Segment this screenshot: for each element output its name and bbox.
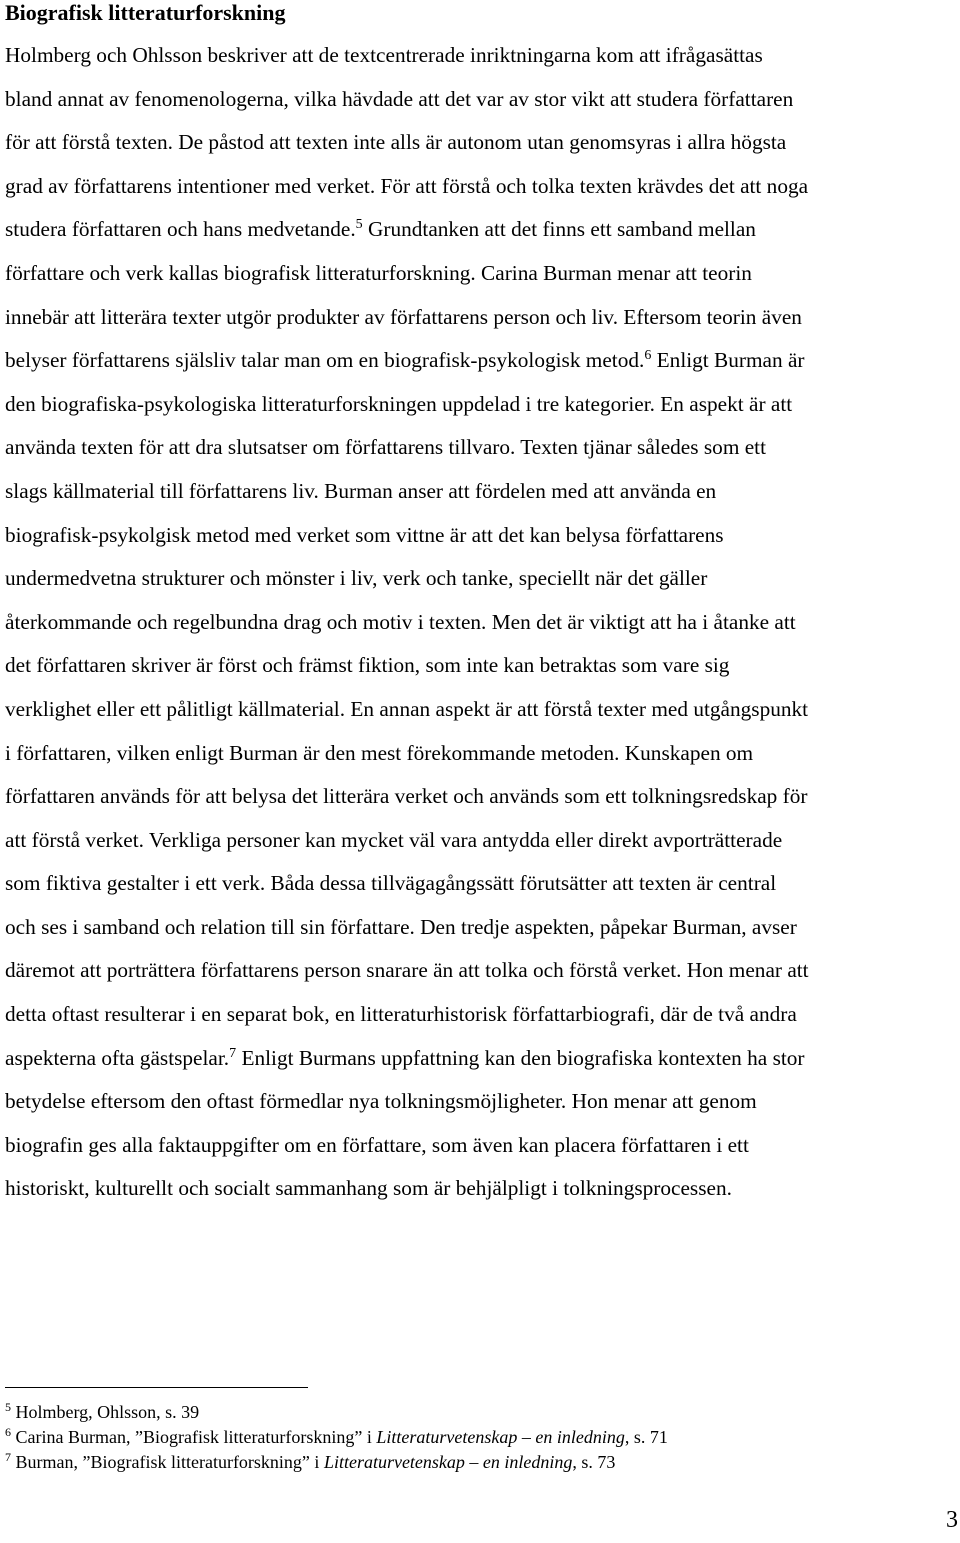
- text-run: det författaren skriver är först och främst fiktion, som inte kan betraktas som vare sig: [5, 653, 730, 678]
- footnote-reference: 6: [5, 1425, 11, 1439]
- text-run: den biografiska-psykologiska litteraturforskningen uppdelad i tre kategorier. En aspekt är att: [5, 391, 793, 416]
- text-run: Enligt Burmans uppfattning kan den biografiska kontexten ha stor: [236, 1045, 805, 1070]
- text-line: [5, 252, 957, 296]
- text-run: detta oftast resulterar i en separat bok, en litteraturhistorisk författarbiografi, där de två andra: [5, 1002, 797, 1027]
- text-run: Holmberg och Ohlsson beskriver att de textcentrerade inriktningarna kom att ifrågasättas: [5, 43, 763, 67]
- text-line: [5, 732, 957, 776]
- text-line: [5, 1167, 957, 1211]
- book-title: Litteraturvetenskap – en inledning: [376, 1427, 625, 1447]
- text-line: [5, 514, 957, 558]
- footnote-7: [5, 1450, 668, 1475]
- footnote-reference: 7: [5, 1450, 11, 1464]
- text-line: [5, 775, 957, 819]
- footnote-reference: 5: [5, 1400, 11, 1414]
- text-line: [5, 165, 957, 209]
- text-run: biografisk-psykolgisk metod med verket som vittne är att det kan belysa författarens: [5, 522, 724, 547]
- text-run: Burman, ”Biografisk litteraturforskning” i: [11, 1452, 324, 1472]
- page-number: 3: [946, 1507, 958, 1533]
- text-run: Carina Burman, ”Biografisk litteraturforskning” i: [11, 1427, 377, 1447]
- footnote-6: [5, 1425, 668, 1450]
- text-line: [5, 862, 957, 906]
- text-line: [5, 426, 957, 470]
- book-title: Litteraturvetenskap – en inledning: [323, 1452, 573, 1472]
- text-run: belyser författarens själsliv talar man om en biografisk-psykologisk metod.: [5, 348, 645, 373]
- text-run: återkommande och regelbundna drag och motiv i texten. Men det är viktigt att ha i åtanke att: [5, 609, 796, 634]
- section-heading: Biografisk litteraturforskning: [5, 0, 286, 25]
- text-line: [5, 688, 957, 732]
- text-run: biografin ges alla faktauppgifter om en författare, som även kan placera författaren i ett: [5, 1132, 749, 1157]
- text-line: [5, 383, 957, 427]
- text-line: [5, 949, 957, 993]
- text-line: [5, 339, 957, 383]
- text-run: Enligt Burman är: [651, 348, 805, 373]
- text-run: att förstå verket. Verkliga personer kan mycket väl vara antydda eller direkt avporträtterade: [5, 827, 783, 852]
- text-run: , s. 71: [624, 1427, 668, 1447]
- footnotes: [5, 1400, 668, 1475]
- text-line: [5, 78, 957, 122]
- footnote-reference: 6: [644, 348, 652, 364]
- footnote-reference: 5: [355, 217, 363, 233]
- text-line: [5, 121, 957, 165]
- text-run: , s. 73: [572, 1452, 616, 1472]
- text-line: [5, 557, 957, 601]
- text-run: Grundtanken att det finns ett samband mellan: [362, 217, 756, 242]
- text-run: som fiktiva gestalter i ett verk. Båda dessa tillvägagångssätt förutsätter att texten är central: [5, 871, 777, 896]
- text-line: [5, 819, 957, 863]
- text-line: [5, 1037, 957, 1081]
- text-run: Holmberg, Ohlsson, s. 39: [11, 1402, 200, 1422]
- text-run: i författaren, vilken enligt Burman är den mest förekommande metoden. Kunskapen om: [5, 740, 754, 765]
- text-run: betydelse eftersom den oftast förmedlar nya tolkningsmöjligheter. Hon menar att genom: [5, 1089, 757, 1114]
- text-line: [5, 906, 957, 950]
- text-run: aspekterna ofta gästspelar.: [5, 1045, 230, 1070]
- text-run: verklighet eller ett pålitligt källmaterial. En annan aspekt är att förstå texter med utgångspunkt: [5, 696, 809, 721]
- text-run: bland annat av fenomenologerna, vilka hävdade att det var av stor vikt att studera författaren: [5, 86, 794, 111]
- text-line: [5, 601, 957, 645]
- text-run: innebär att litterära texter utgör produkter av författarens person och liv. Eftersom teorin även: [5, 304, 802, 329]
- text-run: studera författaren och hans medvetande.: [5, 217, 356, 242]
- text-run: använda texten för att dra slutsatser om författarens tillvaro. Texten tjänar således som ett: [5, 435, 766, 460]
- text-run: grad av författarens intentioner med verket. För att förstå och tolka texten krävdes det att noga: [5, 173, 809, 198]
- text-line: [5, 1124, 957, 1168]
- text-line: [5, 993, 957, 1037]
- text-run: och ses i samband och relation till sin författare. Den tredje aspekten, påpekar Burman, avser: [5, 914, 797, 939]
- text-line: [5, 470, 957, 514]
- text-line: [5, 1080, 957, 1124]
- text-run: för att förstå texten. De påstod att texten inte alls är autonom utan genomsyras i allra högsta: [5, 130, 787, 155]
- text-run: författare och verk kallas biografisk litteraturforskning. Carina Burman menar att teorin: [5, 260, 752, 285]
- text-run: undermedvetna strukturer och mönster i liv, verk och tanke, speciellt när det gäller: [5, 566, 708, 591]
- text-line: [5, 34, 957, 78]
- footnote-reference: 7: [229, 1045, 237, 1061]
- text-run: däremot att porträttera författarens person snarare än att tolka och förstå verket. Hon menar att: [5, 958, 809, 983]
- text-line: [5, 644, 957, 688]
- text-run: slags källmaterial till författarens liv. Burman anser att fördelen med att använda en: [5, 478, 717, 503]
- footnote-divider: [5, 1387, 308, 1388]
- text-run: historiskt, kulturellt och socialt sammanhang som är behjälpligt i tolkningsprocessen.: [5, 1176, 732, 1201]
- body-paragraph: [5, 34, 957, 1211]
- text-run: författaren används för att belysa det litterära verket och används som ett tolkningsredskap för: [5, 784, 808, 809]
- footnote-5: [5, 1400, 668, 1425]
- text-line: [5, 208, 957, 252]
- text-line: [5, 296, 957, 340]
